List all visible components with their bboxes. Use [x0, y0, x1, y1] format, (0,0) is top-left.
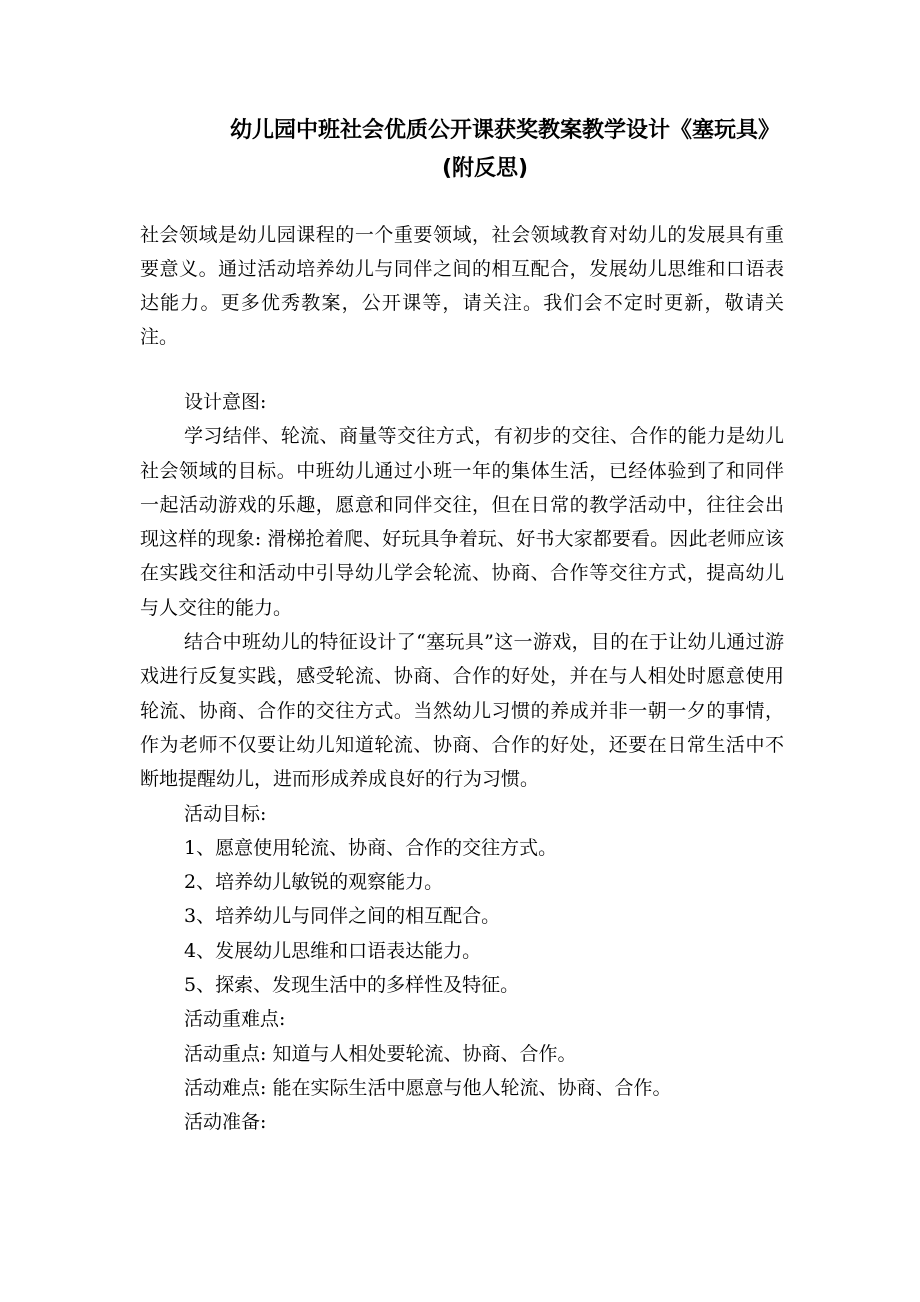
intro-paragraph: 社会领域是幼儿园课程的一个重要领域，社会领域教育对幼儿的发展具有重要意义。通过活动培养幼儿与同伴之间的相互配合，发展幼儿思维和口语表达能力。更多优秀教案，公开课等，请关注。我们会不定时更新，敬请关注。 — [140, 224, 784, 348]
title-line-2: (附反思) — [441, 156, 529, 181]
heading-design-intent: 设计意图: — [184, 391, 267, 413]
document-title — [140, 112, 830, 188]
goal-item-1: 1、愿意使用轮流、协商、合作的交往方式。 — [184, 836, 558, 859]
heading-key-difficult-points: 活动重难点: — [184, 1008, 286, 1031]
key-point: 活动重点: 知道与人相处要轮流、协商、合作。 — [184, 1042, 577, 1065]
paragraph-design-intent-2: 结合中班幼儿的特征设计了“塞玩具”这一游戏，目的在于让幼儿通过游戏进行反复实践，感受轮流、协商、合作的好处，并在与人相处时愿意使用轮流、协商、合作的交往方式。当然幼儿习惯的养成并非一朝一夕的事情，作为老师不仅要让幼儿知道轮流、协商、合作的好处，还要在日常生活中不断地提醒幼儿，进而形成养成良好的行为习惯。 — [140, 631, 784, 791]
goal-item-2: 2、培养幼儿敏锐的观察能力。 — [184, 871, 444, 894]
goal-item-3: 3、培养幼儿与同伴之间的相互配合。 — [184, 905, 501, 928]
difficult-point: 活动难点: 能在实际生活中愿意与他人轮流、协商、合作。 — [184, 1076, 672, 1099]
paragraph-design-intent-1: 学习结伴、轮流、商量等交往方式，有初步的交往、合作的能力是幼儿社会领域的目标。中班幼儿通过小班一年的集体生活，已经体验到了和同伴一起活动游戏的乐趣，愿意和同伴交往，但在日常的教学活动中，往往会出现这样的现象: 滑梯抢着爬、好玩具争着玩、好书大家都要看。因此老师应该在实践交往和活动中引导幼儿学会轮流、协商、合作等交往方式，提高幼儿与人交往的能力。 — [140, 425, 784, 619]
document-body — [140, 385, 784, 1140]
heading-activity-preparation: 活动准备: — [184, 1111, 267, 1134]
heading-activity-goals: 活动目标: — [184, 802, 267, 825]
title-line-1: 幼儿园中班社会优质公开课获奖教案教学设计《塞玩具》 — [229, 118, 780, 143]
goal-item-4: 4、发展幼儿思维和口语表达能力。 — [184, 939, 482, 962]
goal-item-5: 5、探索、发现生活中的多样性及特征。 — [184, 974, 520, 997]
